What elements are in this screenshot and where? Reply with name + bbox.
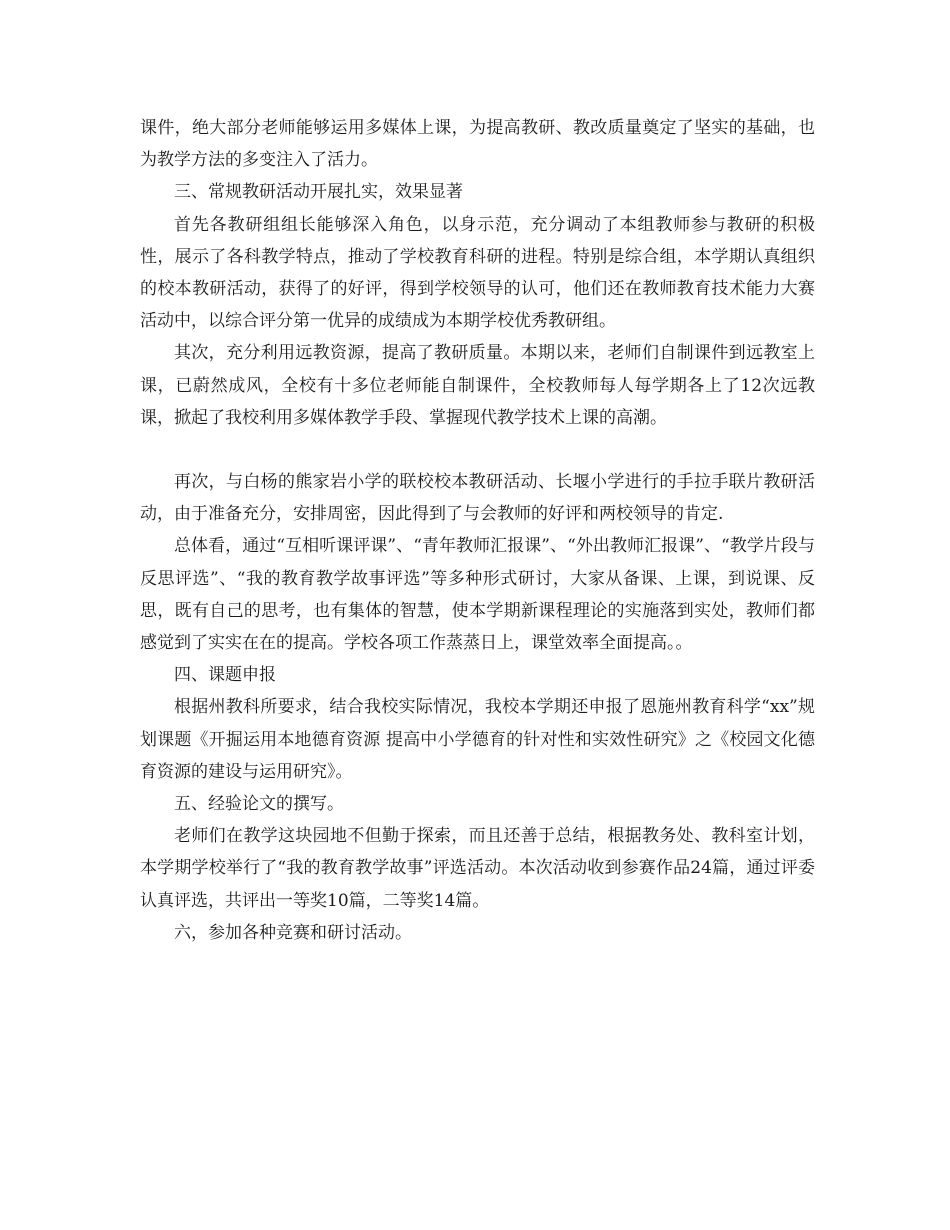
body-paragraph: 老师们在教学这块园地不但勤于探索，而且还善于总结，根据教务处、教科室计划，本学期学校举行了“我的教育教学故事”评选活动。本次活动收到参赛作品24篇，通过评委认真评选，共评出一等奖10篇，二等奖14篇。 xyxy=(140,826,815,911)
paragraph-gap xyxy=(140,434,815,466)
body-paragraph: 首先各教研组组长能够深入角色，以身示范，充分调动了本组教师参与教研的积极性，展示了各科教学特点，推动了学校教育科研的进程。特别是综合组，本学期认真组织的校本教研活动，获得了的好评，得到学校领导的认可，他们还在教师教育技术能力大赛活动中，以综合评分第一优异的成绩成为本期学校优秀教研组。 xyxy=(140,214,815,332)
section-heading-3: 三、常规教研活动开展扎实，效果显著 xyxy=(174,182,463,203)
body-paragraph: 总体看，通过“互相听课评课”、“青年教师汇报课”、“外出教师汇报课”、“教学片段与反思评选”、“我的教育教学故事评选”等多种形式研讨，大家从备课、上课，到说课、反思，既有自己的思考，也有集体的智慧，使本学期新课程理论的实施落到实处，教师们都感觉到了实实在在的提高。学校各项工作蒸蒸日上，课堂效率全面提高。。 xyxy=(140,536,815,654)
section-heading-6: 六，参加各种竞赛和研讨活动。 xyxy=(174,922,412,943)
document-body xyxy=(140,112,815,949)
section-heading-4: 四、课题申报 xyxy=(174,665,276,686)
body-paragraph: 根据州教科所要求，结合我校实际情况，我校本学期还申报了恩施州教育科学“xx”规划课题《开掘运用本地德育资源 提高中小学德育的针对性和实效性研究》之《校园文化德育资源的建设与运用研究》。 xyxy=(140,697,815,782)
section-heading-5: 五、经验论文的撰写。 xyxy=(174,794,344,815)
continuation-paragraph: 课件，绝大部分老师能够运用多媒体上课，为提高教研、教改质量奠定了坚实的基础，也为教学方法的多变注入了活力。 xyxy=(140,118,815,171)
body-paragraph: 其次，充分利用远教资源，提高了教研质量。本期以来，老师们自制课件到远教室上课，已蔚然成风，全校有十多位老师能自制课件，全校教师每人每学期各上了12次远教课，掀起了我校利用多媒体教学手段、掌握现代教学技术上课的高潮。 xyxy=(140,343,815,428)
body-paragraph: 再次，与白杨的熊家岩小学的联校校本教研活动、长堰小学进行的手拉手联片教研活动，由于准备充分，安排周密，因此得到了与会教师的好评和两校领导的肯定. xyxy=(140,472,815,525)
